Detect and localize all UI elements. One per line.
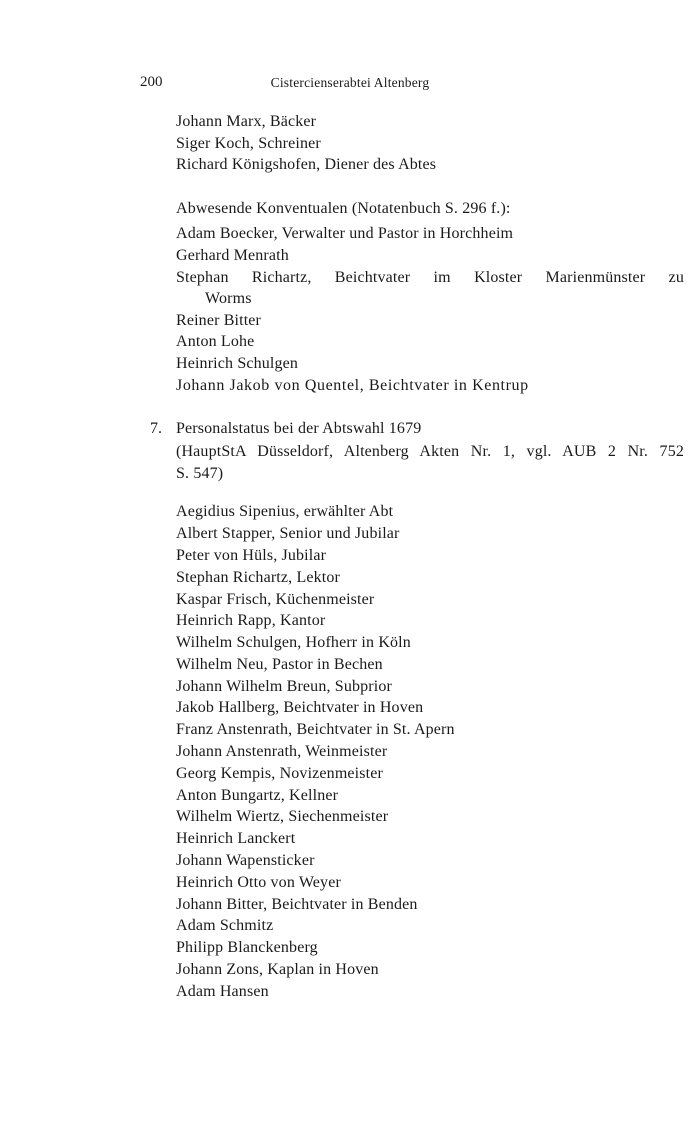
list-item: Wilhelm Neu, Pastor in Bechen [176,656,383,673]
source-reference-continuation: S. 547) [176,465,224,482]
list-item: Stephan Richartz, Lektor [176,569,340,586]
list-item: Peter von Hüls, Jubilar [176,547,327,564]
list-item: Philipp Blanckenberg [176,939,318,956]
list-item: Johann Zons, Kaplan in Hoven [176,961,379,978]
list-item: Adam Schmitz [176,917,274,934]
list-item: Albert Stapper, Senior und Jubilar [176,525,400,542]
list-item: Adam Boecker, Verwalter und Pastor in Horchheim [176,225,514,242]
list-item: Anton Bungartz, Kellner [176,787,339,804]
list-item: Wilhelm Wiertz, Siechenmeister [176,808,389,825]
list-item: Heinrich Lanckert [176,830,296,847]
list-item: Kaspar Frisch, Küchenmeister [176,591,375,608]
section-number: 7. [150,420,162,437]
list-item: Jakob Hallberg, Beichtvater in Hoven [176,699,424,716]
list-item: Anton Lohe [176,333,255,350]
list-item: Richard Königshofen, Diener des Abtes [176,156,437,173]
list-item: Franz Anstenrath, Beichtvater in St. Apern [176,721,455,738]
list-item: Johann Wapensticker [176,852,315,869]
list-item: Gerhard Menrath [176,247,289,264]
list-item: Adam Hansen [176,983,269,1000]
list-item-continuation: Worms [205,290,252,307]
list-item: Siger Koch, Schreiner [176,135,321,152]
list-item: Johann Marx, Bäcker [176,113,317,130]
source-reference: (HauptStA Düsseldorf, Altenberg Akten Nr. 1, vgl. AUB 2 Nr. 752 [176,443,684,460]
page-number: 200 [140,74,163,90]
list-item: Johann Wilhelm Breun, Subprior [176,678,392,695]
list-item: Georg Kempis, Novizenmeister [176,765,383,782]
list-item: Wilhelm Schulgen, Hofherr in Köln [176,634,411,651]
list-item: Heinrich Otto von Weyer [176,874,341,891]
list-item: Reiner Bitter [176,312,262,329]
absent-heading: Abwesende Konventualen (Notatenbuch S. 296 f.): [176,200,511,217]
section-title: Personalstatus bei der Abtswahl 1679 [176,420,422,437]
list-item: Heinrich Rapp, Kantor [176,612,326,629]
list-item: Johann Bitter, Beichtvater in Benden [176,896,418,913]
list-item: Johann Anstenrath, Weinmeister [176,743,388,760]
running-header: Cistercienserabtei Altenberg [270,75,430,90]
list-item: Stephan Richartz, Beichtvater im Kloster Marienmünster zu [176,269,684,286]
list-item: Johann Jakob von Quentel, Beichtvater in Kentrup [176,377,529,394]
list-item: Aegidius Sipenius, erwählter Abt [176,503,394,520]
list-item: Heinrich Schulgen [176,355,299,372]
